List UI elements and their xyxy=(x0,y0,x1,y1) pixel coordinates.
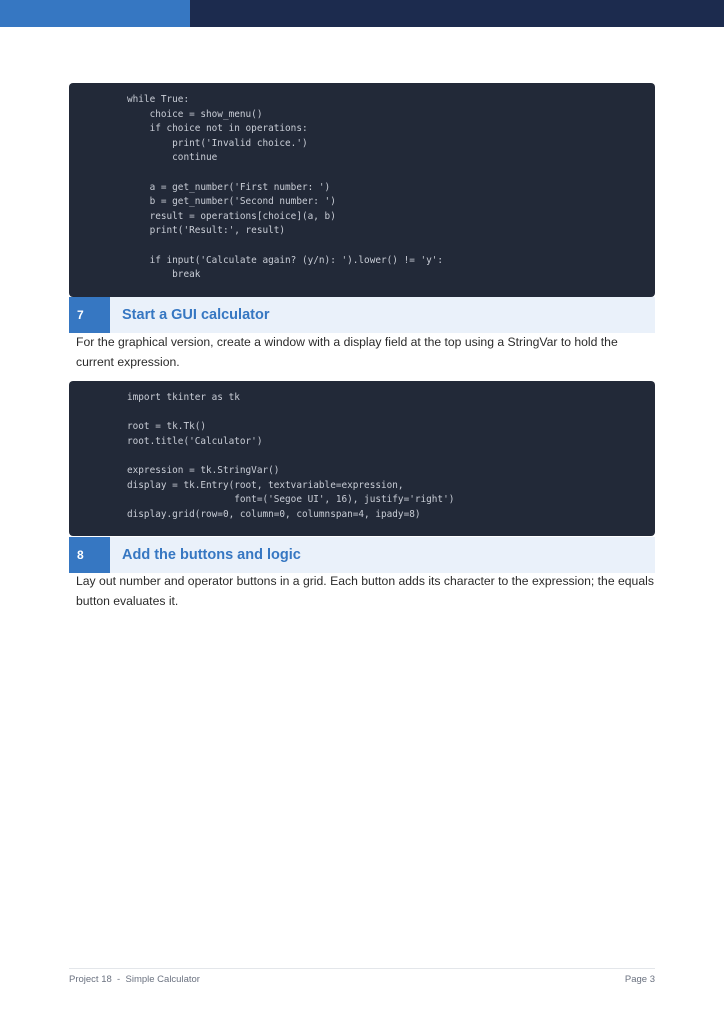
footer-project-title: Project 18 - Simple Calculator xyxy=(69,974,200,985)
code-line: a = get_number('First number: ') xyxy=(127,181,331,193)
code-line: expression = tk.StringVar() xyxy=(127,464,280,476)
code-line xyxy=(127,406,655,421)
code-line: b = get_number('Second number: ') xyxy=(127,196,336,208)
code-line: print('Result:', result) xyxy=(127,225,286,237)
code-line: if input('Calculate again? (y/n): ').lower() != 'y': xyxy=(127,254,444,266)
code-line: if choice not in operations: xyxy=(127,123,308,135)
header-bar xyxy=(0,0,724,27)
step-7-header xyxy=(69,297,655,333)
code-block-game-loop xyxy=(69,83,655,297)
code-line: while True: xyxy=(127,94,190,105)
code-line: print('Invalid choice.') xyxy=(127,137,308,149)
code-line xyxy=(127,449,655,464)
step-7-description: For the graphical version, create a window with a display field at the top using a StringVar to hold the current expression. xyxy=(76,335,618,369)
code-line: result = operations[choice](a, b) xyxy=(127,210,336,222)
header-accent xyxy=(0,0,190,27)
code-line xyxy=(127,239,655,254)
step-8-description: Lay out number and operator buttons in a grid. Each button adds its character to the expression; the equals button evaluates it. xyxy=(76,574,654,608)
step-title: Add the buttons and logic xyxy=(122,547,301,563)
page-number: Page 3 xyxy=(624,974,655,985)
code-line: root.title('Calculator') xyxy=(127,435,263,447)
code-line: import tkinter as tk xyxy=(127,392,240,403)
code-line: font=('Segoe UI', 16), justify='right') xyxy=(127,494,455,506)
code-line: continue xyxy=(127,152,218,164)
code-line xyxy=(127,166,655,181)
step-number: 7 xyxy=(69,297,110,333)
step-8-header xyxy=(69,537,655,573)
code-line: root = tk.Tk() xyxy=(127,421,207,433)
code-line: choice = show_menu() xyxy=(127,108,263,120)
code-line: display.grid(row=0, column=0, columnspan=4, ipady=8) xyxy=(127,508,421,520)
code-line: break xyxy=(127,269,201,281)
step-number: 8 xyxy=(69,537,110,573)
code-block-gui-setup xyxy=(69,381,655,536)
footer-divider xyxy=(69,968,655,969)
code-line: display = tk.Entry(root, textvariable=expression, xyxy=(127,479,404,491)
step-title: Start a GUI calculator xyxy=(122,307,270,323)
